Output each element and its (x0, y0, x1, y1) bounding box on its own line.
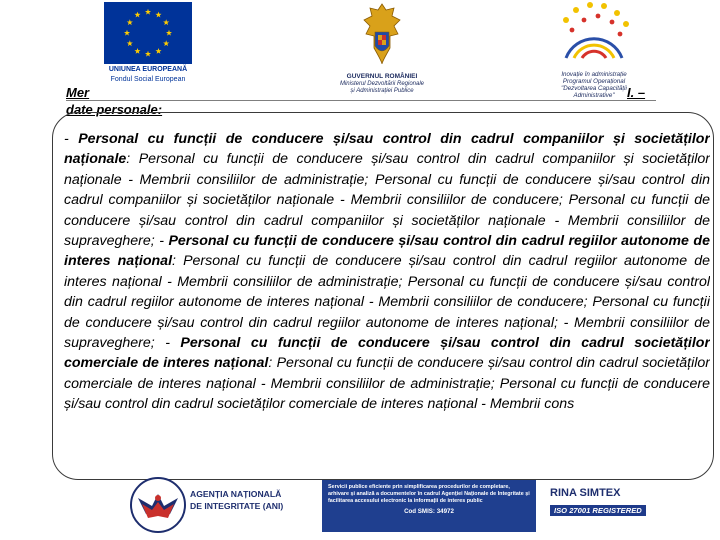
romania-coat-of-arms-icon (360, 2, 404, 68)
footer (130, 476, 710, 536)
eu-star-icon (124, 30, 130, 36)
ani-name (190, 488, 318, 528)
program-caption-line1: Inovație în administrație (561, 71, 627, 78)
eu-star-icon (127, 19, 133, 25)
eu-caption-line2: Fondul Social European (110, 76, 186, 83)
eu-star-icon (155, 12, 161, 18)
project-banner-text: Servicii publice eficiente prin simplificarea procedurilor de completare, arhivare și analiză a documentelor în cadrul Agenției Naționale de Integritate și facilitarea accesului electronic la informații de interes public (328, 484, 530, 504)
eu-star-icon (166, 30, 172, 36)
government-caption-line1: GUVERNUL ROMÂNIEI (346, 73, 418, 80)
rina-certification: ISO 27001 REGISTERED (550, 505, 646, 516)
project-banner-code: Cod SMIS: 34972 (404, 508, 454, 515)
government-caption-line3: și Administrației Publice (350, 87, 414, 94)
eu-star-icon (163, 19, 169, 25)
rina-title: RINA SIMTEX (550, 487, 621, 499)
eu-star-icon (134, 48, 140, 54)
body-paragraph (64, 129, 710, 501)
ani-eagle-icon (130, 476, 186, 534)
body-text-segment: : Personal cu funcții de conducere și/sau control din cadrul companiilor și societăților naționale - Membrii consiliilor de administrație; Personal cu funcții de conducere și/sau control din cadrul companiilor și societăților naționale - Membrii consiliilor de conducere; Personal cu funcții de conducere și/sau control din cadrul companiilor și societăților naționale - Membrii consiliilor de supraveghere; - (64, 151, 710, 250)
body-text-segment: - (64, 131, 79, 147)
heading-right: I. – (627, 85, 646, 100)
project-banner (322, 480, 536, 532)
heading-left-line1: Mer (66, 85, 90, 100)
program-sunburst-icon (554, 0, 634, 66)
eu-star-icon (163, 40, 169, 46)
eu-logo (104, 2, 192, 90)
eu-star-icon (134, 12, 140, 18)
eu-star-icon (127, 40, 133, 46)
body-bold-segment: Personal cu funcții de conducere și/sau control din cadrul societăților comerciale de interes național (64, 335, 710, 372)
ani-name-line1: AGENȚIA NAȚIONALĂ (190, 489, 282, 499)
government-caption-line2: Ministerul Dezvoltării Regionale (339, 80, 425, 87)
program-caption-line4: Administrative" (573, 92, 615, 99)
body-bold-segment: Personal cu funcții de conducere și/sau control din cadrul companiilor și societăților naționale (64, 131, 710, 168)
heading-divider (66, 100, 656, 101)
body-text-segment: : Personal cu funcții de conducere și/sau control din cadrul societăților comerciale de interes național - Membrii consiliilor de administrație; Personal cu funcții de conducere și/sau control din cadrul societăților comerciale de interes național - Membrii cons (64, 355, 710, 413)
eu-star-icon (145, 9, 151, 15)
government-logo (318, 2, 446, 102)
rina-logo (550, 486, 654, 524)
eu-star-icon (145, 51, 151, 57)
heading-left-line2: date personale: (66, 102, 163, 117)
body-bold-segment: Personal cu funcții de conducere și/sau control din cadrul regiilor autonome de interes național (64, 233, 710, 270)
ani-name-line2: DE INTEGRITATE (ANI) (190, 501, 284, 511)
eu-star-icon (155, 48, 161, 54)
eu-caption-line1: UNIUNEA EUROPEANĂ (108, 66, 188, 73)
program-caption-line2: Programul Operațional (562, 78, 626, 85)
program-caption-line3: "Dezvoltarea Capacității (561, 85, 627, 92)
body-text-segment: : Personal cu funcții de conducere și/sau control din cadrul regiilor autonome de interes național - Membrii consiliilor de administrație; Personal cu funcții de conducere și/sau control din cadrul regiilor autonome de interes național - Membrii consiliilor de conducere; Personal cu funcții de conducere și/sau control din cadrul regiilor autonome de interes național; - Membrii consiliilor de supraveghere; - (64, 253, 710, 352)
eu-flag-icon (104, 2, 192, 64)
